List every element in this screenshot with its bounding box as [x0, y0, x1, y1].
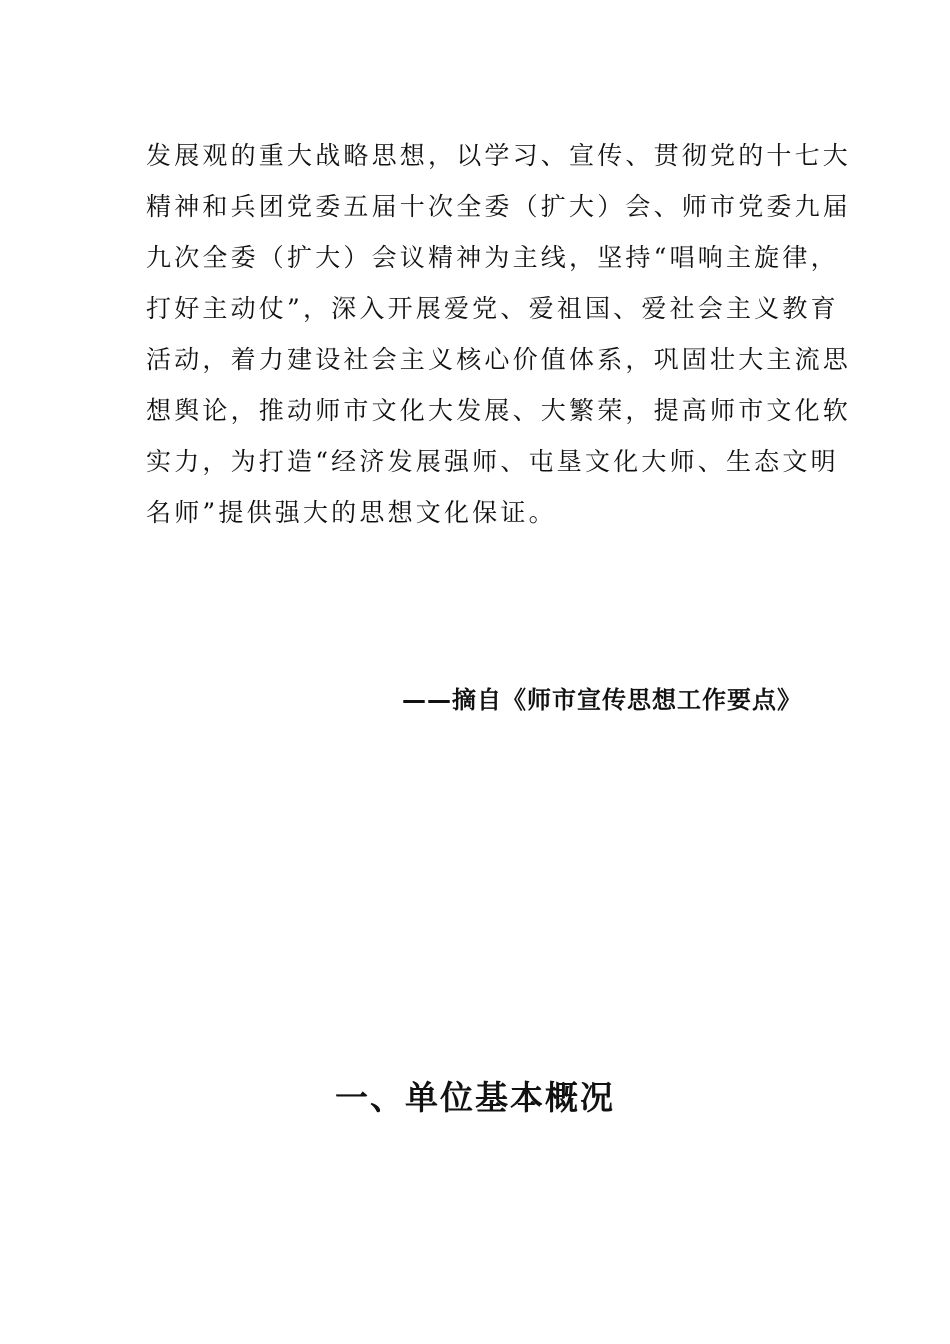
body-line: 名师”提供强大的思想文化保证。 — [146, 498, 557, 527]
body-line: 活动，着力建设社会主义核心价值体系，巩固壮大主流思 — [146, 345, 852, 374]
body-line: 打好主动仗”，深入开展爱党、爱祖国、爱社会主义教育 — [146, 294, 839, 323]
body-line: 发展观的重大战略思想，以学习、宣传、贯彻党的十七大 — [146, 141, 852, 170]
section-heading: 一、单位基本概况 — [335, 1078, 615, 1117]
body-line: 想舆论，推动师市文化大发展、大繁荣，提高师市文化软 — [146, 396, 852, 425]
body-line: 实力，为打造“经济发展强师、屯垦文化大师、生态文明 — [146, 447, 839, 476]
body-line: 九次全委（扩大）会议精神为主线，坚持“唱响主旋律， — [146, 243, 839, 272]
source-citation: ——摘自《师市宣传思想工作要点》 — [402, 686, 802, 714]
body-line: 精神和兵团党委五届十次全委（扩大）会、师市党委九届 — [146, 192, 852, 221]
body-paragraph — [146, 130, 852, 538]
